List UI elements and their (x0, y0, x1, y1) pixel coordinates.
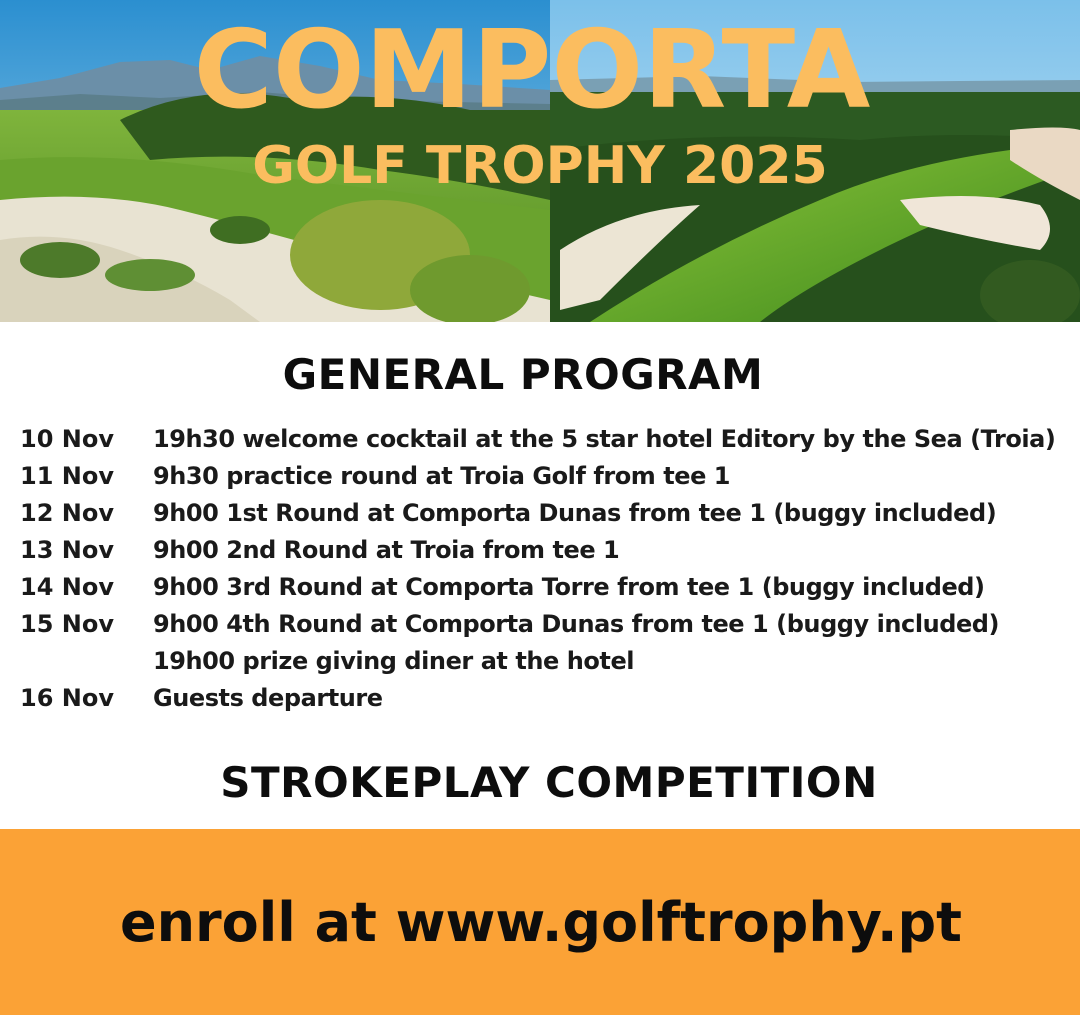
event-title: COMPORTA (193, 8, 871, 133)
schedule-item (0, 462, 1080, 499)
schedule-item (0, 684, 1080, 721)
schedule-item (0, 610, 1080, 647)
schedule-item (0, 425, 1080, 462)
enroll-link-text[interactable]: enroll at www.golftrophy.pt (119, 890, 962, 954)
schedule-description: 9h00 1st Round at Comporta Dunas from tee 1 (buggy included) (153, 499, 997, 527)
competition-format-heading: STROKEPLAY COMPETITION (220, 758, 878, 807)
event-subtitle: GOLF TROPHY 2025 (252, 136, 828, 196)
schedule-description: 9h00 2nd Round at Troia from tee 1 (153, 536, 620, 564)
schedule-description: 19h30 welcome cocktail at the 5 star hotel Editory by the Sea (Troia) (153, 425, 1056, 453)
schedule-list (0, 425, 1080, 721)
schedule-description: 19h00 prize giving diner at the hotel (153, 647, 635, 675)
schedule-item (0, 647, 1080, 684)
schedule-description: 9h30 practice round at Troia Golf from tee 1 (153, 462, 731, 490)
schedule-item (0, 499, 1080, 536)
schedule-date: 14 Nov (20, 573, 114, 601)
schedule-description: 9h00 3rd Round at Comporta Torre from tee 1 (buggy included) (153, 573, 985, 601)
schedule-item (0, 536, 1080, 573)
schedule-date: 13 Nov (20, 536, 114, 564)
schedule-date: 12 Nov (20, 499, 114, 527)
schedule-date: 15 Nov (20, 610, 114, 638)
schedule-date: 16 Nov (20, 684, 114, 712)
schedule-description: Guests departure (153, 684, 383, 712)
hero-banner (0, 0, 1080, 322)
program-heading: GENERAL PROGRAM (282, 350, 764, 399)
schedule-date: 11 Nov (20, 462, 114, 490)
schedule-description: 9h00 4th Round at Comporta Dunas from tee 1 (buggy included) (153, 610, 1000, 638)
schedule-item (0, 573, 1080, 610)
schedule-date: 10 Nov (20, 425, 114, 453)
enroll-banner (0, 829, 1080, 1015)
